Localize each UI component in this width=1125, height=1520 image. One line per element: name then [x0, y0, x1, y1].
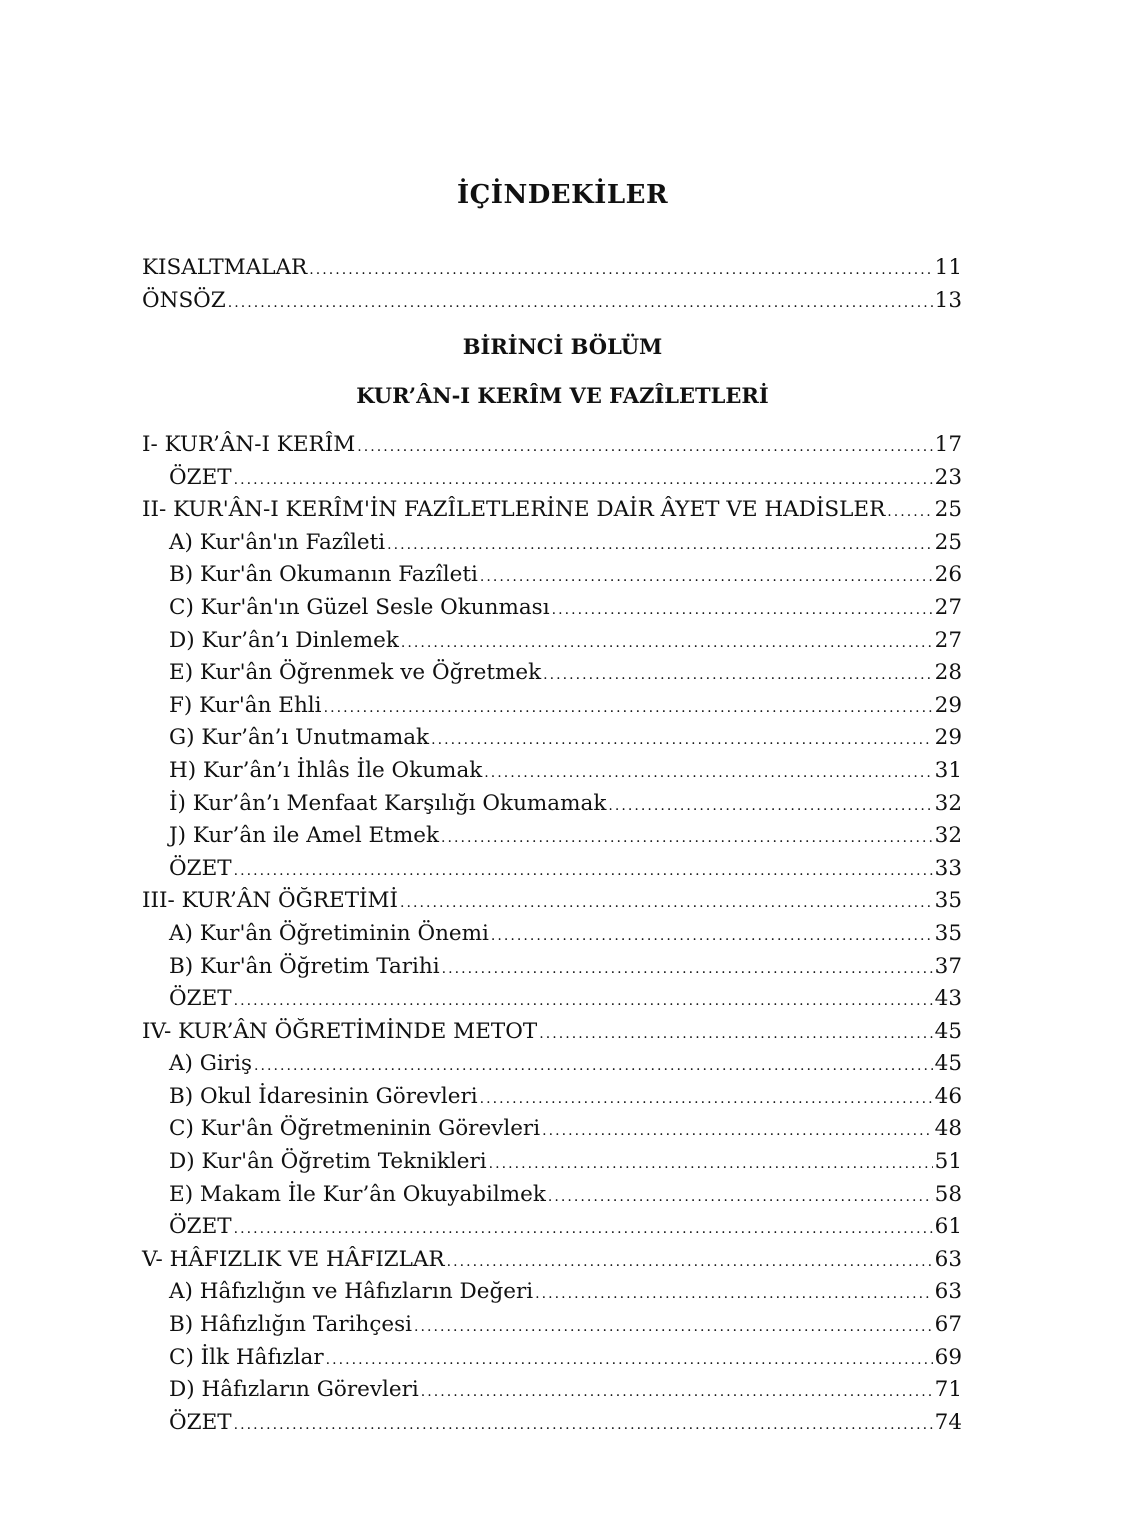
toc-entry-page-number: 63 — [934, 1246, 962, 1272]
toc-entry — [142, 657, 962, 690]
toc-entry-page-number: 74 — [934, 1409, 962, 1435]
dot-leader — [234, 985, 933, 1018]
toc-entry-page-number: 35 — [934, 888, 962, 914]
toc-entry-label: C) Kur'ân Öğretmeninin Görevleri — [169, 1116, 541, 1142]
toc-entry — [142, 625, 962, 658]
dot-leader — [539, 1018, 932, 1051]
dot-leader — [234, 1213, 933, 1246]
toc-entry-page-number: 35 — [934, 920, 962, 946]
toc-entry-label: A) Kur'ân'ın Fazîleti — [169, 529, 386, 555]
dot-leader — [608, 790, 932, 823]
toc-entry-page-number: 37 — [934, 953, 962, 979]
toc-entry-page-number: 71 — [934, 1377, 962, 1403]
toc-entry — [142, 1309, 962, 1342]
toc-entry-label: KISALTMALAR — [142, 255, 308, 280]
dot-leader — [228, 287, 933, 320]
dot-leader — [401, 627, 933, 660]
dot-leader — [542, 1115, 933, 1148]
toc-entry — [142, 755, 962, 788]
toc-entry-label: B) Kur'ân Okumanın Fazîleti — [169, 562, 478, 588]
dot-leader — [447, 1246, 933, 1279]
toc-entry-label: ÖZET — [169, 986, 232, 1012]
dot-leader — [254, 1050, 933, 1083]
toc-entry-page-number: 32 — [934, 790, 962, 816]
dot-leader — [535, 1278, 933, 1311]
dot-leader — [400, 887, 933, 920]
toc-entry-page-number: 61 — [934, 1214, 962, 1240]
dot-leader — [309, 254, 932, 287]
toc-entry — [142, 527, 962, 560]
toc-entry-label: ÖZET — [169, 464, 232, 490]
page-title: İÇİNDEKİLER — [456, 180, 669, 210]
toc-entry — [142, 1276, 962, 1309]
toc-entry — [142, 1016, 962, 1049]
toc-entry-page-number: 32 — [934, 823, 962, 849]
toc-entry — [142, 983, 962, 1016]
toc-entry-label: D) Kur'ân Öğretim Teknikleri — [169, 1149, 487, 1175]
dot-leader — [431, 724, 933, 757]
toc-entry-label: I- KUR’ÂN-I KERÎM — [142, 432, 356, 457]
toc-entry — [142, 559, 962, 592]
dot-leader — [324, 692, 933, 725]
toc-entry-page-number: 27 — [934, 627, 962, 653]
dot-leader — [543, 659, 933, 692]
dot-leader — [887, 496, 932, 529]
toc-entry-page-number: 13 — [934, 287, 962, 313]
toc-entry-page-number: 46 — [934, 1083, 962, 1109]
toc-entry — [142, 592, 962, 625]
dot-leader — [491, 920, 933, 953]
toc-entry — [142, 951, 962, 984]
toc-entry-label: V- HÂFIZLIK VE HÂFIZLAR — [142, 1246, 445, 1272]
toc-entry-page-number: 58 — [934, 1181, 962, 1207]
dot-leader — [414, 1311, 933, 1344]
dot-leader — [552, 594, 933, 627]
toc-entry-page-number: 29 — [934, 692, 962, 718]
toc-entry — [142, 690, 962, 723]
dot-leader — [489, 1148, 933, 1181]
toc-entry-label: ÖZET — [169, 1409, 232, 1435]
toc-entry-label: A) Kur'ân Öğretiminin Önemi — [169, 920, 489, 946]
dot-leader — [442, 953, 933, 986]
toc-entry-label: B) Kur'ân Öğretim Tarihi — [169, 953, 440, 979]
toc-entry — [142, 1342, 962, 1375]
toc-entry-page-number: 17 — [934, 432, 962, 457]
toc-entry — [142, 1113, 962, 1146]
toc-entry-label: J) Kur’ân ile Amel Etmek — [169, 823, 440, 849]
toc-entry-page-number: 33 — [934, 855, 962, 881]
toc-entry — [142, 462, 962, 495]
toc-entry — [142, 252, 962, 285]
dot-leader — [234, 1409, 933, 1442]
toc-entry — [142, 722, 962, 755]
front-matter-list — [142, 252, 962, 317]
toc-entry-label: G) Kur’ân’ı Unutmamak — [169, 725, 430, 751]
toc-entry-label: C) Kur'ân'ın Güzel Sesle Okunması — [169, 594, 550, 620]
toc-entry-page-number: 43 — [934, 986, 962, 1012]
toc-entry-page-number: 25 — [934, 529, 962, 555]
toc-entry — [142, 1244, 962, 1277]
toc-entry — [142, 1081, 962, 1114]
part-number: BİRİNCİ BÖLÜM — [462, 334, 663, 359]
dot-leader — [480, 1083, 933, 1116]
toc-entry — [142, 918, 962, 951]
toc-entry-page-number: 31 — [934, 757, 962, 783]
toc-entry-label: E) Makam İle Kur’ân Okuyabilmek — [169, 1181, 546, 1207]
toc-entry-page-number: 25 — [934, 497, 962, 523]
toc-entry-page-number: 26 — [934, 562, 962, 588]
toc-entry-page-number: 51 — [934, 1149, 962, 1175]
toc-entry — [142, 1407, 962, 1440]
toc-entry — [142, 820, 962, 853]
toc-entry-label: F) Kur'ân Ehli — [169, 692, 322, 718]
toc-entry-page-number: 45 — [934, 1018, 962, 1044]
toc-entry-label: İ) Kur’ân’ı Menfaat Karşılığı Okumamak — [169, 790, 607, 816]
toc-entry-label: D) Kur’ân’ı Dinlemek — [169, 627, 399, 653]
toc-entry-page-number: 29 — [934, 725, 962, 751]
toc-entry — [142, 494, 962, 527]
toc-entry-page-number: 23 — [934, 464, 962, 490]
toc-entry-label: E) Kur'ân Öğrenmek ve Öğretmek — [169, 660, 542, 686]
toc-entry-label: ÖZET — [169, 855, 232, 881]
toc-entry — [142, 1146, 962, 1179]
dot-leader — [484, 757, 932, 790]
toc-entry — [142, 1211, 962, 1244]
dot-leader — [326, 1344, 933, 1377]
toc-entry-label: A) Hâfızlığın ve Hâfızların Değeri — [169, 1279, 534, 1305]
toc-entry-label: B) Okul İdaresinin Görevleri — [169, 1083, 478, 1109]
toc-entry — [142, 429, 962, 462]
toc-entry-page-number: 11 — [934, 255, 962, 280]
toc-entry-label: ÖNSÖZ — [142, 287, 226, 313]
toc-entry-label: C) İlk Hâfızlar — [169, 1344, 324, 1370]
dot-leader — [441, 822, 933, 855]
toc-entry — [142, 285, 962, 318]
toc-entry-label: III- KUR’ÂN ÖĞRETİMİ — [142, 888, 399, 914]
toc-entry-page-number: 45 — [934, 1051, 962, 1077]
toc-entry — [142, 885, 962, 918]
toc-entry-label: B) Hâfızlığın Tarihçesi — [169, 1312, 412, 1338]
dot-leader — [387, 529, 933, 562]
toc-entry-label: D) Hâfızların Görevleri — [169, 1377, 419, 1403]
toc-entry-page-number: 27 — [934, 594, 962, 620]
toc-entry-label: ÖZET — [169, 1214, 232, 1240]
toc-list — [142, 429, 962, 1439]
dot-leader — [234, 464, 933, 497]
dot-leader — [234, 855, 933, 888]
dot-leader — [548, 1181, 933, 1214]
toc-entry-label: IV- KUR’ÂN ÖĞRETİMİNDE METOT — [142, 1018, 538, 1044]
dot-leader — [421, 1376, 933, 1409]
toc-entry-page-number: 48 — [934, 1116, 962, 1142]
toc-entry-page-number: 69 — [934, 1344, 962, 1370]
toc-entry-label: II- KUR'ÂN-I KERÎM'İN FAZÎLETLERİNE DAİR ÂYET VE HADİSLER — [142, 497, 886, 523]
toc-entry-label: H) Kur’ân’ı İhlâs İle Okumak — [169, 757, 483, 783]
dot-leader — [357, 431, 932, 464]
toc-entry — [142, 788, 962, 821]
toc-entry — [142, 853, 962, 886]
toc-entry-page-number: 28 — [934, 660, 962, 686]
toc-entry — [142, 1048, 962, 1081]
part-title: KUR’ÂN-I KERÎM VE FAZÎLETLERİ — [356, 383, 769, 408]
toc-entry — [142, 1374, 962, 1407]
toc-entry-label: A) Giriş — [169, 1051, 252, 1077]
toc-entry-page-number: 67 — [934, 1312, 962, 1338]
toc-entry-page-number: 63 — [934, 1279, 962, 1305]
toc-entry — [142, 1179, 962, 1212]
dot-leader — [480, 561, 933, 594]
